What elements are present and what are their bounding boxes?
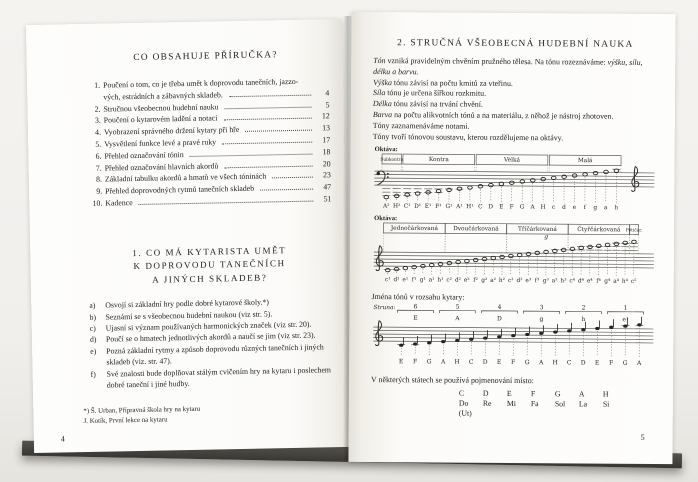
note-name: G (519, 204, 525, 211)
note-head (447, 189, 452, 192)
note-head (614, 169, 619, 172)
dot-leader (225, 106, 312, 109)
ability-text: Osvojí si základní hry podle dobré kytarové školy.*) (105, 297, 270, 310)
note-head (562, 175, 567, 178)
note-name (538, 360, 544, 367)
note-name (609, 360, 613, 367)
text: tónu závisí na trvání chvění. (391, 99, 483, 109)
naming-cell: Mi (506, 399, 516, 409)
naming-cell: Sol (554, 399, 566, 409)
note-name: g² (481, 278, 488, 285)
note-head (457, 187, 462, 190)
note-head (427, 342, 431, 345)
toc-label: Vyobrazení správného držení kytary při hře (103, 125, 240, 137)
note-head (399, 344, 403, 347)
string-bracket (523, 311, 559, 314)
note-name: A¹ (456, 204, 463, 211)
string-number: 4 (497, 304, 502, 312)
bass-clef-icon (387, 173, 389, 175)
note-name: g (593, 205, 598, 212)
octave-box-label: Malá (577, 158, 593, 165)
note-name: d² (454, 277, 462, 285)
note-head (469, 338, 473, 341)
naming-cell: (Ut) (458, 409, 472, 419)
note-head (412, 266, 417, 269)
note-name: E (496, 359, 502, 367)
toc-number: 10. (92, 198, 103, 208)
ability-text: Ujasní si význam používaných harmonických značek (viz str. 20). (105, 319, 312, 333)
note-name: c¹ (384, 277, 391, 284)
toc-page-number: 23 (322, 170, 331, 180)
note-head (384, 196, 389, 199)
note-head (604, 171, 609, 174)
note-name: H² (392, 204, 401, 211)
toc-page-number: 17 (322, 135, 331, 145)
toc-number: 7. (95, 163, 102, 173)
dot-leader (223, 118, 311, 121)
octave-box-label: Pětičár. (625, 228, 643, 234)
string-bracket (397, 311, 433, 314)
right-page-title: 2. STRUČNÁ VŠEOBECNÁ HUDEBNÍ NAUKA (397, 38, 634, 50)
note-head (385, 269, 390, 272)
note-head (394, 268, 399, 271)
note-head (483, 337, 487, 340)
string-number: 1 (623, 305, 628, 313)
ability-letter: e) (90, 346, 97, 356)
note-name: D (488, 204, 494, 211)
dot-leader (224, 165, 312, 168)
right-page-number: 5 (640, 432, 645, 442)
note-name: C (566, 359, 572, 367)
note-name: E (594, 359, 600, 367)
right-page (348, 12, 675, 464)
ability-text: Své znalosti bude doplňovat stálým cvičením hry na kytaru i poslechem dobré taneční i jiné hudby. (106, 364, 332, 390)
naming-cell: Si (602, 400, 610, 410)
note-head (468, 186, 473, 189)
section-heading-line: A JINÝCH SKLADEB? (152, 272, 268, 285)
ability-letter: a) (89, 301, 96, 311)
note-name: E (499, 204, 504, 211)
note-name (567, 360, 572, 367)
note-name: C (478, 204, 483, 211)
staff-line (374, 185, 654, 187)
toc-label: Přehled doprovodných rytmů tanečních skladeb (105, 183, 255, 196)
note-head (403, 267, 408, 270)
note-head (482, 258, 487, 261)
toc-label: Přehled označování tónin (104, 149, 184, 161)
toc-label: Základní tabulku akordů a hmatů ve všech tóninách (104, 171, 267, 184)
ability-letter: f) (90, 369, 96, 379)
paragraph (373, 56, 657, 80)
note-name: d⁴ (577, 278, 585, 285)
note-name: g¹ (419, 277, 426, 284)
note-head (596, 245, 601, 248)
note-name: c⁴ (569, 278, 576, 285)
naming-cell: Fa (530, 399, 539, 409)
dot-leader (222, 142, 312, 145)
italic-text: Tón (373, 56, 386, 66)
toc-number: 1. (94, 80, 101, 90)
dot-leader (245, 130, 312, 132)
note-name: a¹ (428, 277, 435, 284)
note-name: H (540, 205, 546, 212)
note-name: D¹ (414, 204, 422, 211)
ability-item (89, 364, 335, 392)
note-name: H¹ (466, 204, 474, 211)
dot-leader (260, 189, 313, 191)
note-name: e⁴ (586, 278, 593, 285)
ability-text: Poučí se o hmatech jednotlivých akordů a naučí se jim (viz str. 23). (105, 331, 316, 345)
toc-label: vých, estrádních a zábavných skladeb. (103, 90, 223, 102)
left-page (26, 19, 350, 453)
note-name: c² (446, 277, 453, 284)
toc-page-number: 20 (322, 158, 331, 168)
note-name: c⁵ (630, 279, 637, 286)
note-name: C¹ (403, 204, 411, 211)
note-head (583, 173, 588, 176)
note-name: F (511, 359, 516, 367)
guitar-range-heading: Jména tónů v rozsahu kytary: (371, 292, 465, 303)
staff-line (374, 252, 654, 254)
toc-label: Kadence (105, 198, 133, 208)
note-name: F¹ (435, 204, 442, 211)
note-name: d (562, 205, 566, 212)
string-number: 6 (413, 303, 418, 311)
note-name: h⁴ (621, 279, 628, 286)
note-name: E¹ (424, 204, 432, 211)
note-head (497, 336, 501, 339)
note-head (509, 255, 514, 258)
toc-label: Stručnou všeobecnou hudební nauku (103, 101, 219, 114)
note-name: f¹ (411, 277, 417, 284)
naming-cell: C (458, 389, 465, 399)
toc-number: 4. (95, 127, 102, 137)
note-name: G (622, 360, 628, 368)
string-letter: g (539, 316, 544, 324)
note-name: a⁴ (613, 279, 620, 286)
toc-number: 6. (95, 151, 102, 161)
dot-leader (139, 201, 314, 205)
note-name: a (603, 205, 608, 212)
note-head (632, 241, 637, 244)
text: tónu je určena šířkou rozkmitu. (385, 88, 487, 99)
note-name: F (509, 204, 514, 211)
note-head (581, 328, 585, 331)
string-bracket (565, 312, 601, 315)
note-head (637, 324, 641, 327)
naming-cell: H (602, 390, 609, 400)
treble-clef-icon (376, 246, 383, 271)
note-name: g³ (542, 278, 549, 285)
note-name: e² (463, 278, 470, 285)
note-name: g⁴ (604, 279, 611, 286)
ability-list (87, 295, 335, 391)
octave-box-label: Tříčárkovaná (517, 227, 557, 234)
note-name: h¹ (437, 277, 444, 284)
italic-text: výšku, sílu, délku a barvu. (373, 57, 643, 77)
naming-heading: V některých státech se používá pojmenování místo: (370, 375, 534, 386)
staff-diagram (371, 301, 657, 371)
note-name: d¹ (393, 277, 400, 284)
string-number: 5 (455, 303, 460, 312)
toc-number: 5. (95, 139, 102, 149)
text: Tóny tvoří tónovou soustavu, kterou rozdělujeme na oktávy. (372, 131, 564, 142)
octave-box-label: Jednočárkovaná (390, 226, 438, 233)
note-name: e³ (525, 278, 532, 285)
note-name: A (636, 360, 642, 368)
octave-diagram-2-label: Oktáva: (374, 215, 398, 223)
note-head (489, 184, 494, 187)
toc-number: 9. (96, 186, 103, 196)
note-name: H (552, 359, 558, 367)
note-head (525, 333, 529, 336)
note-head (526, 253, 531, 256)
dot-leader (272, 177, 313, 179)
note-name: f² (473, 278, 478, 285)
note-name: G (524, 359, 530, 367)
octave-box-label: Velká (504, 157, 520, 165)
string-bracket (481, 311, 517, 314)
octave-diagram-2 (372, 222, 656, 288)
note-name: c³ (507, 278, 514, 285)
string-number: 2 (581, 304, 586, 312)
string-number: 3 (539, 304, 544, 312)
note-name: a³ (551, 278, 558, 285)
toc-label: Vysvětlení funkce levé a pravé ruky (104, 137, 217, 149)
note-name: A (538, 359, 544, 367)
note-name: a² (490, 278, 497, 285)
string-letter: E (413, 315, 418, 323)
note-head (511, 334, 515, 337)
octave-annotation: g (544, 233, 549, 241)
note-head (500, 256, 505, 259)
treble-clef-icon (375, 321, 382, 346)
naming-row-solfege (459, 399, 655, 410)
toc-page-number: 5 (325, 99, 330, 109)
dot-leader (229, 94, 311, 97)
note-head (623, 242, 628, 245)
string-letter: D (497, 315, 502, 323)
ability-letter: c) (89, 323, 96, 333)
toc-page-number: 18 (322, 147, 331, 157)
note-name: A (530, 205, 535, 212)
note-head (455, 339, 459, 342)
dot-leader (190, 153, 313, 156)
italic-text: Barva (372, 110, 393, 120)
naming-cell: D (482, 389, 489, 399)
note-name: A² (382, 203, 390, 211)
toc-number: 2. (94, 104, 101, 114)
note-name (581, 360, 586, 367)
staff-diagram (372, 222, 658, 288)
string-bracket (607, 312, 643, 315)
note-head (441, 340, 445, 343)
octave-diagram-1 (372, 153, 656, 213)
toc-page-number: 47 (323, 182, 332, 192)
naming-cell: Do (458, 399, 469, 409)
text: tónu závisí na počtu kmitů za vteřinu. (391, 77, 513, 88)
octave-box-label: Kontra (428, 157, 449, 164)
toc-label: Přehled označování hlavních akordů (104, 160, 219, 173)
toc-page-number: 4 (325, 88, 330, 98)
note-name: G¹ (445, 204, 453, 211)
note-name: h³ (560, 278, 567, 285)
italic-text: Výška (373, 77, 392, 87)
note-name: e¹ (402, 277, 409, 284)
note-head (609, 326, 613, 329)
naming-cell: G (554, 389, 561, 399)
naming-cell: A (578, 389, 585, 399)
note-head (588, 246, 593, 249)
staff-diagram (372, 153, 658, 213)
note-name: e (572, 205, 577, 212)
italic-text: Síla (372, 88, 386, 98)
staff-line (374, 259, 654, 261)
octave-box-label: Dvoučárkovaná (453, 226, 499, 233)
section-heading-line: 1. CO MÁ KYTARISTA UMĚT (132, 244, 287, 258)
note-head (567, 330, 571, 333)
footnote-line: *) Š. Urban, Přípravná škola hry na kytaru (83, 405, 201, 416)
table-of-contents (83, 75, 331, 209)
footnote-line: J. Kotík, První lekce na kytaru (83, 415, 168, 425)
text: na počtu alikvotních tónů a na materiálu, z něhož je nástroj zhotoven. (392, 110, 614, 121)
staff-line (374, 263, 654, 265)
note-name: f⁴ (596, 278, 601, 285)
paragraphs (373, 56, 658, 144)
text: Tóny zaznamenáváme notami. (372, 120, 470, 131)
string-letter: h (581, 316, 586, 324)
staff-line (374, 178, 654, 180)
toc-number: 8. (95, 175, 102, 185)
note-head (605, 244, 610, 247)
note-head (517, 254, 522, 257)
note-name: f (583, 205, 586, 212)
note-head (491, 257, 496, 260)
naming-cell: La (578, 399, 588, 409)
bass-clef-icon (387, 177, 389, 179)
string-bracket (439, 311, 475, 314)
toc-page-number: 13 (322, 123, 331, 133)
toc-number: 3. (94, 116, 101, 126)
guitar-range-diagram (371, 301, 655, 371)
ability-text: Seznámí se s všeobecnou hudební naukou (viz str. 5). (105, 309, 273, 322)
footnote (83, 405, 200, 426)
note-name: h² (498, 278, 505, 285)
naming-table (459, 389, 655, 420)
note-name: c (551, 205, 556, 212)
note-head (614, 243, 619, 246)
ability-letter: b) (89, 312, 97, 322)
note-name (595, 360, 599, 367)
naming-cell: E (506, 389, 512, 399)
section-heading-line: K DOPROVODU TANEČNÍCH (133, 258, 286, 272)
note-head (553, 331, 557, 334)
left-page-number: 4 (60, 434, 65, 444)
note-name: f³ (534, 278, 540, 285)
note-head (539, 332, 543, 335)
string-letter: e¹ (622, 316, 629, 324)
paragraph (373, 132, 657, 145)
note-name (623, 360, 628, 367)
left-page-title: CO OBSAHUJE PŘÍRUČKA? (133, 50, 278, 64)
octave-box-label: Subkontra (380, 158, 404, 164)
note-head (595, 327, 599, 330)
italic-text: Délka (372, 99, 392, 109)
toc-label: Poučení o kytarovém ladění a notaci (103, 113, 218, 125)
octave-diagram-1-label: Oktáva: (374, 146, 398, 154)
treble-clef-icon (632, 167, 639, 192)
staff-line (374, 175, 654, 177)
note-name: D (580, 359, 586, 367)
note-head (478, 185, 483, 188)
struna-label: Struna: (373, 305, 396, 312)
octave-box-label: Čtyřčárkovaná (577, 227, 621, 234)
toc-page-number: 12 (321, 111, 330, 121)
toc-label: Poučení o tom, co je třeba umět k doprovodu tanečních, jazzo- (103, 76, 299, 90)
staff-line (374, 256, 654, 258)
string-letter: A (455, 315, 460, 323)
note-head (623, 325, 627, 328)
naming-row-ut (459, 409, 655, 420)
naming-cell: F (530, 389, 536, 399)
naming-cell: Re (482, 399, 492, 409)
note-name: F (609, 360, 614, 368)
note-name: d³ (516, 278, 523, 285)
note-name: h (614, 205, 619, 212)
note-head (593, 172, 598, 175)
toc-page-number: 51 (323, 194, 332, 204)
text: vzniká pravidelným chvěním pružného tělesa. Na tónu rozeznáváme: (385, 56, 608, 67)
staff-line (374, 171, 654, 173)
note-name (552, 360, 557, 367)
note-head (572, 174, 577, 177)
ability-text: Pozná základní rytmy a způsob doprovodu různých tanečních i jiných skladeb (viz. str. 47). (106, 342, 324, 367)
ability-letter: d) (89, 335, 97, 345)
section-heading (86, 243, 333, 288)
note-head (413, 343, 417, 346)
